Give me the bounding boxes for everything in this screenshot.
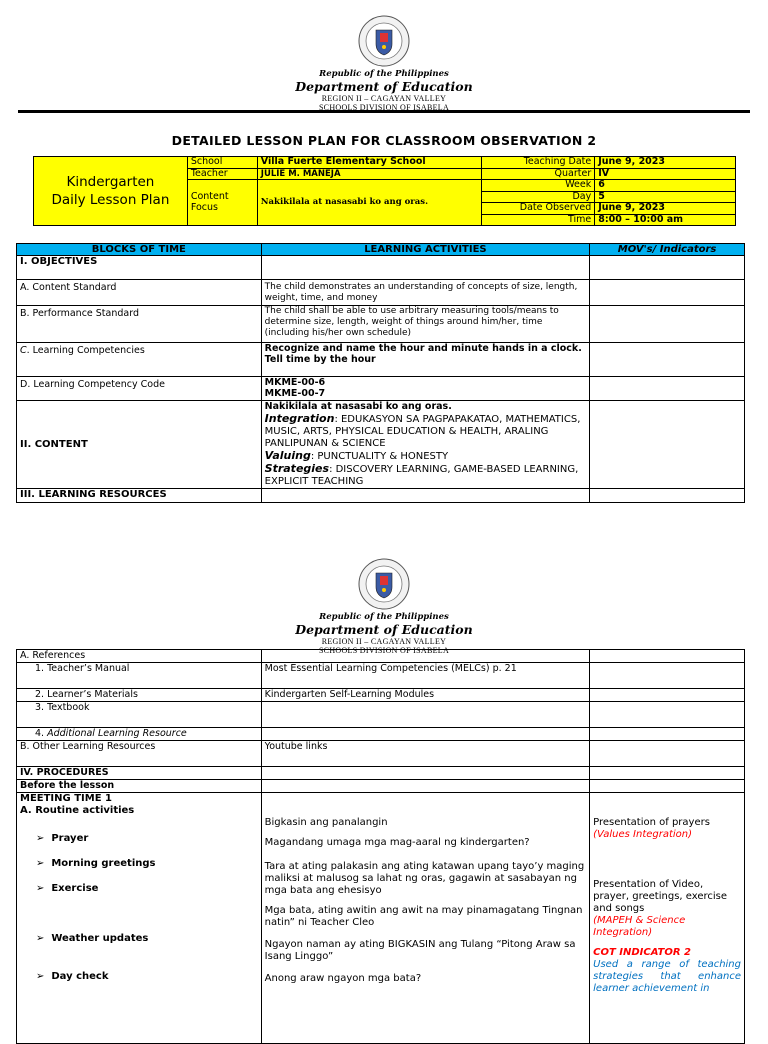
bullet-weather: ➢ Weather updates — [36, 933, 149, 944]
table-row — [17, 780, 745, 793]
daycheck-label: Day check — [51, 971, 109, 982]
valuing-label: Valuing — [264, 449, 311, 462]
deped-seal-icon — [353, 557, 415, 611]
division-line: SCHOOLS DIVISION OF ISABELA — [318, 103, 450, 112]
week-label: Week — [482, 180, 595, 192]
table-row — [17, 306, 745, 343]
republic-line: Republic of the Philippines — [319, 69, 449, 79]
table-row — [17, 489, 745, 503]
routine-cell — [17, 793, 262, 1044]
performance-standard-label: B. Performance Standard — [17, 306, 262, 343]
content-heading: II. CONTENT — [17, 401, 262, 489]
table-row — [17, 663, 745, 689]
performance-standard-text: The child shall be able to use arbitrary measuring tools/means to determine size, length, weight of things around him/her, time (including his/her own schedule) — [261, 306, 590, 343]
integration-label: Integration — [264, 412, 335, 425]
weather-label: Weather updates — [51, 933, 149, 944]
learning-competencies-label — [17, 343, 262, 377]
other-resources-text: Youtube links — [261, 741, 589, 767]
procedures-heading: IV. PROCEDURES — [17, 767, 262, 780]
other-resources-label: B. Other Learning Resources — [17, 741, 262, 767]
table-row — [17, 793, 745, 1044]
page-header-2 — [0, 557, 768, 655]
bullet-greetings: ➢ Morning greetings — [36, 858, 156, 869]
cot-indicator-desc: Used a range of teaching strategies that enhance learner achievement in — [593, 959, 741, 994]
table-row — [17, 741, 745, 767]
competency-line-2: Tell time by the hour — [264, 354, 376, 365]
cot-indicator: COT INDICATOR 2 — [593, 947, 691, 958]
textbook-label: 3. Textbook — [17, 702, 262, 728]
competency-prefix: C — [20, 345, 27, 356]
bullet-prayer: ➢ Prayer — [36, 833, 89, 844]
prayer-label: Prayer — [51, 833, 89, 844]
table-row — [17, 689, 745, 702]
meeting-time-heading: MEETING TIME 1 — [20, 793, 112, 804]
col-learning-activities: LEARNING ACTIVITIES — [261, 244, 590, 256]
department-line: Department of Education — [295, 622, 473, 637]
valuing-text: : PUNCTUALITY & HONESTY — [310, 451, 449, 462]
strategies-line — [265, 463, 587, 488]
additional-resource-label — [17, 728, 262, 741]
table-row — [17, 650, 745, 663]
teachers-manual-label: 1. Teacher’s Manual — [17, 663, 262, 689]
region-line: REGION II – CAGAYAN VALLEY — [321, 637, 447, 646]
deped-seal-icon — [353, 14, 415, 68]
day-value: 5 — [595, 191, 736, 203]
content-focus-label: Content Focus — [187, 180, 257, 226]
info-table — [33, 156, 736, 226]
competency-label-text: . Learning Competencies — [26, 345, 145, 356]
activity-greetings: Magandang umaga mga mag-aaral ng kindergarten? — [264, 837, 530, 848]
bullet-daycheck: ➢ Day check — [36, 971, 109, 982]
col-movs-indicators: MOV's/ Indicators — [590, 244, 745, 256]
content-focus-value: Nakikilala at nasasabi ko ang oras. — [257, 180, 482, 226]
activity-poem: Ngayon naman ay ating BIGKASIN ang Tulang “Pitong Araw sa Isang Linggo” — [264, 939, 576, 962]
activity-song: Mga bata, ating awitin ang awit na may pinamagatang Tingnan natin” ni Teacher Cleo — [264, 905, 583, 928]
greetings-label: Morning greetings — [51, 858, 156, 869]
before-lesson-heading: Before the lesson — [17, 780, 262, 793]
department-line: Department of Education — [295, 79, 473, 94]
table-row — [17, 702, 745, 728]
kindergarten-label: Kindergarten — [66, 174, 155, 190]
bullet-exercise: ➢ Exercise — [36, 883, 99, 894]
header-rule — [18, 110, 750, 113]
col-blocks-of-time: BLOCKS OF TIME — [17, 244, 262, 256]
integration-line — [265, 413, 587, 450]
school-value: Villa Fuerte Elementary School — [257, 157, 482, 169]
resources-heading: III. LEARNING RESOURCES — [17, 489, 262, 503]
teacher-label: Teacher — [187, 168, 257, 180]
time-value: 8:00 – 10:00 am — [595, 214, 736, 226]
competency-code-1: MKME-00-6 — [264, 377, 326, 388]
references-label: A. References — [17, 650, 262, 663]
content-details — [261, 401, 590, 489]
time-label: Time — [482, 214, 595, 226]
region-line: REGION II – CAGAYAN VALLEY — [321, 94, 447, 103]
activity-day-question: Anong araw ngayon mga bata? — [264, 973, 422, 984]
week-value: 6 — [595, 180, 736, 192]
learners-materials-text: Kindergarten Self-Learning Modules — [261, 689, 589, 702]
lesson-table-1 — [16, 243, 745, 503]
competency-line-1: Recognize and name the hour and minute hands in a clock. — [264, 343, 582, 354]
mov-prayers: Presentation of prayers — [593, 817, 710, 828]
lesson-table-2 — [16, 649, 745, 1044]
integration-text: : EDUKASYON SA PAGPAPAKATAO, MATHEMATICS, MUSIC, ARTS, PHYSICAL EDUCATION & HEALTH, ARALING PANLIPUNAN & SCIENCE — [264, 414, 581, 449]
quarter-label: Quarter — [482, 168, 595, 180]
exercise-label: Exercise — [51, 883, 99, 894]
content-title: Nakikilala at nasasabi ko ang oras. — [264, 401, 452, 412]
mov-mapeh-integration: (MAPEH & Science Integration) — [593, 915, 686, 938]
content-standard-text: The child demonstrates an understanding of concepts of size, length, weight, time, and money — [261, 280, 590, 306]
table-row — [17, 256, 745, 280]
activity-prayer: Bigkasin ang panalangin — [264, 817, 388, 828]
page-title: DETAILED LESSON PLAN FOR CLASSROOM OBSERVATION 2 — [171, 133, 597, 148]
table-row — [17, 377, 745, 401]
additional-number: 4. — [35, 728, 48, 739]
objectives-heading: I. OBJECTIVES — [17, 256, 262, 280]
competency-code-label: D. Learning Competency Code — [17, 377, 262, 401]
table-header-row — [17, 244, 745, 256]
strategies-text: : DISCOVERY LEARNING, GAME-BASED LEARNING, EXPLICIT TEACHING — [264, 464, 579, 487]
quarter-value: IV — [595, 168, 736, 180]
date-observed-value: June 9, 2023 — [595, 203, 736, 215]
division-line: SCHOOLS DIVISION OF ISABELA — [318, 646, 450, 655]
teaching-date-label: Teaching Date — [482, 157, 595, 169]
mov-cell — [590, 793, 745, 1044]
routine-heading: A. Routine activities — [20, 805, 135, 816]
competency-codes — [261, 377, 590, 401]
teacher-value: JULIE M. MANEJA — [257, 168, 482, 180]
date-observed-label: Date Observed — [482, 203, 595, 215]
page-header-1 — [0, 14, 768, 112]
table-row — [17, 401, 745, 489]
dlp-label: Daily Lesson Plan — [51, 192, 170, 208]
table-row — [17, 343, 745, 377]
activities-cell — [261, 793, 589, 1044]
republic-line: Republic of the Philippines — [319, 612, 449, 622]
learning-competencies-text — [261, 343, 590, 377]
table-row — [17, 728, 745, 741]
teachers-manual-text: Most Essential Learning Competencies (MELCs) p. 21 — [261, 663, 589, 689]
mov-values-integration: (Values Integration) — [593, 829, 693, 840]
activity-exercise: Tara at ating palakasin ang ating katawan upang tayo’y maging maliksi at malusog sa lahat ng oras, gagawin at sasabayan ng mga bata ang ehesisyo — [264, 861, 585, 896]
content-standard-label: A. Content Standard — [17, 280, 262, 306]
competency-code-2: MKME-00-7 — [264, 388, 326, 399]
teaching-date-value: June 9, 2023 — [595, 157, 736, 169]
learners-materials-label: 2. Learner’s Materials — [17, 689, 262, 702]
day-label: Day — [482, 191, 595, 203]
mov-video: Presentation of Video, prayer, greetings, exercise and songs — [593, 879, 728, 914]
table-row — [17, 767, 745, 780]
strategies-label: Strategies — [264, 462, 330, 475]
kindergarten-dlp-cell — [34, 157, 188, 226]
table-row — [17, 280, 745, 306]
school-label: School — [187, 157, 257, 169]
additional-text: Additional Learning Resource — [47, 728, 187, 739]
